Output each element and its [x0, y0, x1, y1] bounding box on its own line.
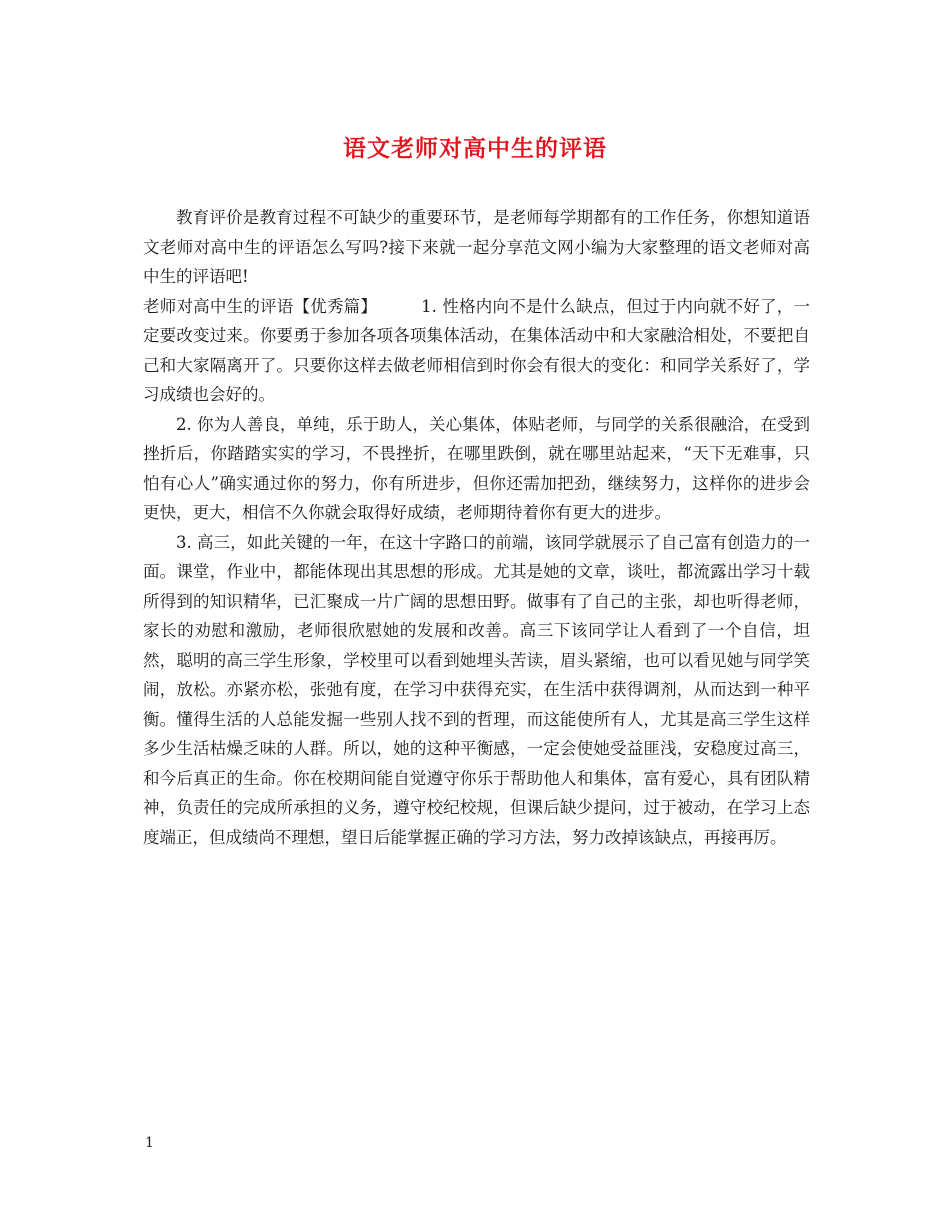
comment-item-2: 2. 你为人善良，单纯，乐于助人，关心集体，体贴老师，与同学的关系很融洽，在受到挫折后，你踏踏实实的学习，不畏挫折，在哪里跌倒，就在哪里站起来，“天下无难事，只怕有心人”确实通过你的努力，你有所进步，但你还需加把劲，继续努力，这样你的进步会更快，更大，相信不久你就会取得好成绩，老师期待着你有更大的进步。 [143, 414, 810, 522]
intro-paragraph: 教育评价是教育过程不可缺少的重要环节，是老师每学期都有的工作任务，你想知道语文老师对高中生的评语怎么写吗?接下来就一起分享范文网小编为大家整理的语文老师对高中生的评语吧! [143, 208, 810, 286]
page-number: 1 [145, 1135, 154, 1151]
document-title: 语文老师对高中生的评语 [343, 135, 607, 162]
section-paragraph [143, 292, 810, 410]
section-heading: 老师对高中生的评语【优秀篇】 [143, 296, 378, 316]
comment-item-1: 1. 性格内向不是什么缺点，但过于内向就不好了，一定要改变过来。你要勇于参加各项各项集体活动，在集体活动中和大家融洽相处，不要把自己和大家隔离开了。只要你这样去做老师相信到时你会有很大的变化：和同学关系好了，学习成绩也会好的。 [143, 296, 811, 404]
comment-item-3: 3. 高三，如此关键的一年，在这十字路口的前端，该同学就展示了自己富有创造力的一面。课堂，作业中，都能体现出其思想的形成。尤其是她的文章，谈吐，都流露出学习十载所得到的知识精华，已汇聚成一片广阔的思想田野。做事有了自己的主张，却也听得老师，家长的劝慰和激励，老师很欣慰她的发展和改善。高三下该同学让人看到了一个自信，坦然，聪明的高三学生形象，学校里可以看到她埋头苦读，眉头紧缩，也可以看见她与同学笑闹，放松。亦紧亦松，张弛有度，在学习中获得充实，在生活中获得调剂，从而达到一种平衡。懂得生活的人总能发掘一些别人找不到的哲理，而这能使所有人，尤其是高三学生这样多少生活枯燥乏味的人群。所以，她的这种平衡感，一定会使她受益匪浅，安稳度过高三，和今后真正的生命。你在校期间能自觉遵守你乐于帮助他人和集体，富有爱心，具有团队精神，负责任的完成所承担的义务，遵守校纪校规，但课后缺少提问，过于被动，在学习上态度端正，但成绩尚不理想，望日后能掌握正确的学习方法，努力改掉该缺点，再接再厉。 [143, 532, 810, 847]
document-body [143, 203, 810, 852]
